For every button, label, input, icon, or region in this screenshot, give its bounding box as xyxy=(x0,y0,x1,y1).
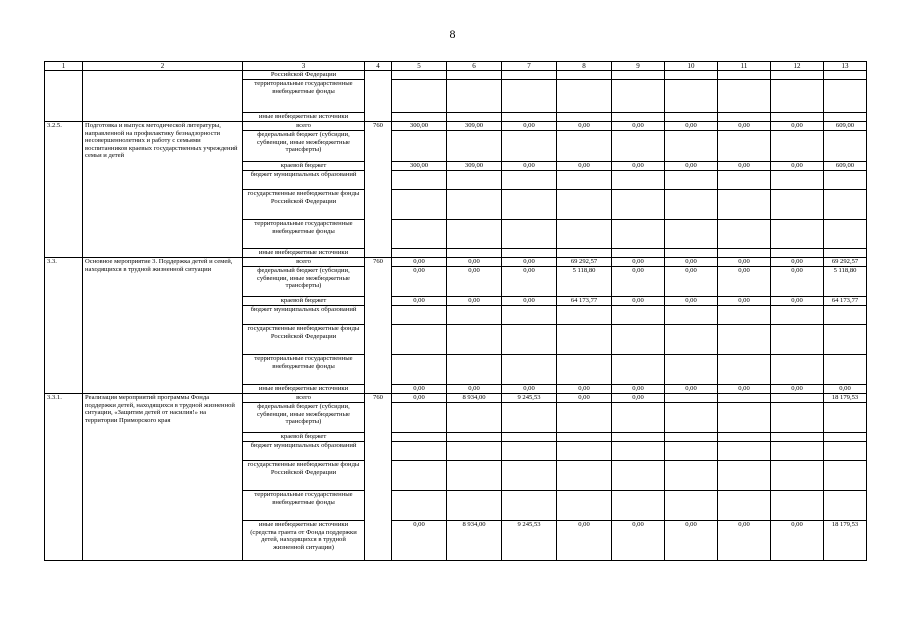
value-cell: 0,00 xyxy=(502,267,557,297)
value-cell xyxy=(557,249,612,258)
value-cell xyxy=(447,442,502,461)
funding-source: всего xyxy=(243,394,365,403)
column-header: 12 xyxy=(771,62,824,71)
table-body xyxy=(45,62,867,561)
item-title: Подготовка и выпуск методической литературы, направленной на профилактику безнадзорности несовершеннолетних и работу с семьями воспитанников краевых государственных учреждений семьи и детей xyxy=(83,122,243,258)
value-cell xyxy=(771,433,824,442)
item-title xyxy=(83,71,243,122)
value-cell xyxy=(502,355,557,385)
column-header: 6 xyxy=(447,62,502,71)
value-cell: 0,00 xyxy=(718,385,771,394)
funding-source: краевой бюджет xyxy=(243,433,365,442)
value-cell xyxy=(718,325,771,355)
column-header: 1 xyxy=(45,62,83,71)
value-cell: 0,00 xyxy=(502,297,557,306)
value-cell: 69 292,57 xyxy=(557,258,612,267)
value-cell: 0,00 xyxy=(392,297,447,306)
value-cell xyxy=(824,355,867,385)
value-cell xyxy=(771,190,824,220)
value-cell xyxy=(447,461,502,491)
value-cell: 8 934,00 xyxy=(447,394,502,403)
value-cell xyxy=(718,442,771,461)
value-cell xyxy=(771,355,824,385)
funding-source: иные внебюджетные источники xyxy=(243,113,365,122)
value-cell: 9 245,53 xyxy=(502,394,557,403)
value-cell xyxy=(612,220,665,249)
value-cell xyxy=(502,190,557,220)
value-cell: 0,00 xyxy=(612,267,665,297)
value-cell: 18 179,53 xyxy=(824,521,867,561)
value-cell xyxy=(502,249,557,258)
column-header: 13 xyxy=(824,62,867,71)
funding-source: территориальные государственные внебюджетные фонды xyxy=(243,220,365,249)
funding-source: бюджет муниципальных образований xyxy=(243,442,365,461)
col4-code: 760 xyxy=(365,258,392,394)
value-cell: 0,00 xyxy=(502,385,557,394)
value-cell: 5 118,80 xyxy=(824,267,867,297)
value-cell xyxy=(502,113,557,122)
value-cell xyxy=(718,171,771,190)
col4-code: 760 xyxy=(365,394,392,561)
value-cell xyxy=(771,442,824,461)
funding-source: территориальные государственные внебюджетные фонды xyxy=(243,491,365,521)
funding-source: федеральный бюджет (субсидии, субвенции, иные межбюджетные трансферты) xyxy=(243,267,365,297)
value-cell: 0,00 xyxy=(557,122,612,131)
value-cell xyxy=(665,461,718,491)
value-cell: 8 934,00 xyxy=(447,521,502,561)
funding-source: иные внебюджетные источники xyxy=(243,249,365,258)
value-cell xyxy=(612,71,665,80)
column-header: 4 xyxy=(365,62,392,71)
funding-source: иные внебюджетные источники xyxy=(243,385,365,394)
value-cell: 0,00 xyxy=(392,521,447,561)
value-cell: 0,00 xyxy=(447,258,502,267)
value-cell xyxy=(665,113,718,122)
value-cell: 0,00 xyxy=(612,385,665,394)
value-cell xyxy=(502,171,557,190)
funding-source: территориальные государственные внебюджетные фонды xyxy=(243,80,365,113)
value-cell xyxy=(824,71,867,80)
value-cell: 0,00 xyxy=(665,297,718,306)
value-cell xyxy=(612,355,665,385)
value-cell xyxy=(612,171,665,190)
value-cell: 0,00 xyxy=(771,385,824,394)
funding-source: бюджет муниципальных образований xyxy=(243,306,365,325)
value-cell xyxy=(392,249,447,258)
column-header: 11 xyxy=(718,62,771,71)
value-cell: 0,00 xyxy=(771,122,824,131)
value-cell xyxy=(824,220,867,249)
value-cell: 0,00 xyxy=(771,297,824,306)
value-cell: 0,00 xyxy=(502,162,557,171)
value-cell xyxy=(392,325,447,355)
value-cell xyxy=(665,220,718,249)
value-cell xyxy=(447,131,502,162)
column-header: 7 xyxy=(502,62,557,71)
value-cell xyxy=(665,355,718,385)
funding-source: краевой бюджет xyxy=(243,162,365,171)
value-cell xyxy=(392,113,447,122)
value-cell: 9 245,53 xyxy=(502,521,557,561)
value-cell xyxy=(557,220,612,249)
value-cell: 0,00 xyxy=(824,385,867,394)
value-cell xyxy=(665,131,718,162)
funding-source: всего xyxy=(243,258,365,267)
value-cell xyxy=(557,190,612,220)
value-cell: 0,00 xyxy=(612,297,665,306)
column-header: 9 xyxy=(612,62,665,71)
value-cell: 0,00 xyxy=(447,267,502,297)
item-code: 3.3.1. xyxy=(45,394,83,561)
value-cell xyxy=(665,433,718,442)
value-cell xyxy=(665,306,718,325)
value-cell xyxy=(392,80,447,113)
value-cell xyxy=(718,355,771,385)
value-cell xyxy=(665,171,718,190)
value-cell: 18 179,53 xyxy=(824,394,867,403)
value-cell: 0,00 xyxy=(612,258,665,267)
value-cell: 0,00 xyxy=(665,385,718,394)
column-header: 3 xyxy=(243,62,365,71)
funding-source: государственные внебюджетные фонды Российской Федерации xyxy=(243,190,365,220)
value-cell xyxy=(447,190,502,220)
value-cell xyxy=(557,71,612,80)
table-row xyxy=(45,394,867,403)
value-cell xyxy=(447,403,502,433)
value-cell xyxy=(718,113,771,122)
value-cell xyxy=(392,190,447,220)
value-cell xyxy=(557,171,612,190)
value-cell xyxy=(612,433,665,442)
value-cell xyxy=(612,113,665,122)
value-cell xyxy=(447,433,502,442)
funding-source: всего xyxy=(243,122,365,131)
value-cell xyxy=(771,171,824,190)
value-cell: 609,00 xyxy=(824,122,867,131)
value-cell: 0,00 xyxy=(771,258,824,267)
value-cell xyxy=(665,249,718,258)
value-cell xyxy=(824,190,867,220)
value-cell: 0,00 xyxy=(502,122,557,131)
value-cell xyxy=(502,220,557,249)
value-cell xyxy=(718,306,771,325)
value-cell xyxy=(718,71,771,80)
value-cell xyxy=(824,442,867,461)
value-cell xyxy=(665,394,718,403)
funding-source: федеральный бюджет (субсидии, субвенции, иные межбюджетные трансферты) xyxy=(243,131,365,162)
value-cell xyxy=(612,80,665,113)
value-cell xyxy=(502,71,557,80)
value-cell: 0,00 xyxy=(612,122,665,131)
value-cell xyxy=(447,306,502,325)
value-cell xyxy=(824,131,867,162)
value-cell xyxy=(502,433,557,442)
value-cell xyxy=(502,442,557,461)
item-code xyxy=(45,71,83,122)
value-cell xyxy=(771,113,824,122)
value-cell xyxy=(392,442,447,461)
value-cell xyxy=(771,394,824,403)
value-cell: 5 118,80 xyxy=(557,267,612,297)
value-cell xyxy=(392,433,447,442)
item-code: 3.3. xyxy=(45,258,83,394)
value-cell: 0,00 xyxy=(612,394,665,403)
value-cell: 0,00 xyxy=(557,162,612,171)
value-cell xyxy=(612,403,665,433)
value-cell xyxy=(612,442,665,461)
value-cell xyxy=(447,113,502,122)
value-cell xyxy=(557,491,612,521)
value-cell: 0,00 xyxy=(447,385,502,394)
value-cell xyxy=(824,249,867,258)
value-cell xyxy=(771,491,824,521)
funding-source: федеральный бюджет (субсидии, субвенции, иные межбюджетные трансферты) xyxy=(243,403,365,433)
value-cell xyxy=(824,306,867,325)
value-cell: 0,00 xyxy=(447,297,502,306)
value-cell xyxy=(612,131,665,162)
value-cell: 0,00 xyxy=(392,394,447,403)
column-header: 5 xyxy=(392,62,447,71)
value-cell xyxy=(665,71,718,80)
value-cell xyxy=(447,171,502,190)
value-cell xyxy=(612,306,665,325)
value-cell xyxy=(557,325,612,355)
value-cell xyxy=(665,491,718,521)
value-cell xyxy=(612,461,665,491)
value-cell: 0,00 xyxy=(392,267,447,297)
value-cell xyxy=(447,220,502,249)
col4-code xyxy=(365,71,392,122)
value-cell xyxy=(612,325,665,355)
column-header-row xyxy=(45,62,867,71)
value-cell xyxy=(771,325,824,355)
value-cell xyxy=(771,220,824,249)
table-row xyxy=(45,122,867,131)
table-row xyxy=(45,258,867,267)
budget-table xyxy=(44,61,867,561)
funding-source: краевой бюджет xyxy=(243,297,365,306)
value-cell xyxy=(771,80,824,113)
value-cell xyxy=(612,491,665,521)
value-cell: 0,00 xyxy=(665,162,718,171)
value-cell xyxy=(447,325,502,355)
value-cell: 0,00 xyxy=(557,385,612,394)
funding-source: государственные внебюджетные фонды Российской Федерации xyxy=(243,461,365,491)
value-cell: 0,00 xyxy=(718,297,771,306)
value-cell xyxy=(665,80,718,113)
value-cell xyxy=(392,220,447,249)
value-cell xyxy=(447,491,502,521)
value-cell: 0,00 xyxy=(771,267,824,297)
funding-source: государственные внебюджетные фонды Российской Федерации xyxy=(243,325,365,355)
value-cell: 309,00 xyxy=(447,162,502,171)
value-cell xyxy=(392,306,447,325)
item-code: 3.2.5. xyxy=(45,122,83,258)
value-cell xyxy=(502,491,557,521)
value-cell: 0,00 xyxy=(718,162,771,171)
value-cell: 609,00 xyxy=(824,162,867,171)
table-row xyxy=(45,71,867,80)
value-cell: 0,00 xyxy=(718,258,771,267)
value-cell: 0,00 xyxy=(665,122,718,131)
funding-source: Российской Федерации xyxy=(243,71,365,80)
value-cell xyxy=(718,249,771,258)
value-cell xyxy=(771,461,824,491)
value-cell xyxy=(392,491,447,521)
value-cell xyxy=(665,325,718,355)
value-cell xyxy=(665,403,718,433)
value-cell xyxy=(392,461,447,491)
value-cell xyxy=(392,171,447,190)
column-header: 10 xyxy=(665,62,718,71)
funding-source: бюджет муниципальных образований xyxy=(243,171,365,190)
value-cell xyxy=(824,80,867,113)
value-cell xyxy=(718,80,771,113)
value-cell xyxy=(502,325,557,355)
funding-source: территориальные государственные внебюджетные фонды xyxy=(243,355,365,385)
value-cell xyxy=(612,249,665,258)
value-cell xyxy=(665,190,718,220)
value-cell xyxy=(771,403,824,433)
value-cell xyxy=(392,355,447,385)
value-cell: 0,00 xyxy=(665,521,718,561)
value-cell xyxy=(771,306,824,325)
value-cell xyxy=(824,325,867,355)
item-title: Основное мероприятие 3. Поддержка детей и семей, находящихся в трудной жизненной ситуации xyxy=(83,258,243,394)
value-cell: 0,00 xyxy=(557,521,612,561)
value-cell xyxy=(718,403,771,433)
value-cell: 64 173,77 xyxy=(824,297,867,306)
value-cell: 0,00 xyxy=(612,162,665,171)
value-cell xyxy=(612,190,665,220)
value-cell: 300,00 xyxy=(392,162,447,171)
value-cell xyxy=(718,220,771,249)
value-cell: 64 173,77 xyxy=(557,297,612,306)
value-cell xyxy=(502,131,557,162)
column-header: 2 xyxy=(83,62,243,71)
value-cell xyxy=(771,131,824,162)
value-cell: 0,00 xyxy=(557,394,612,403)
value-cell xyxy=(718,131,771,162)
value-cell: 300,00 xyxy=(392,122,447,131)
funding-source: иные внебюджетные источники (средства гранта от Фонда поддержки детей, находящихся в трудной жизненной ситуации) xyxy=(243,521,365,561)
value-cell: 0,00 xyxy=(392,385,447,394)
value-cell xyxy=(557,433,612,442)
column-header: 8 xyxy=(557,62,612,71)
value-cell: 0,00 xyxy=(718,122,771,131)
value-cell xyxy=(502,461,557,491)
value-cell xyxy=(557,355,612,385)
value-cell xyxy=(557,306,612,325)
value-cell xyxy=(557,442,612,461)
value-cell: 0,00 xyxy=(612,521,665,561)
value-cell xyxy=(718,394,771,403)
value-cell: 0,00 xyxy=(771,162,824,171)
value-cell xyxy=(771,249,824,258)
value-cell xyxy=(392,403,447,433)
value-cell xyxy=(447,80,502,113)
value-cell xyxy=(771,71,824,80)
page-number: 8 xyxy=(449,27,456,41)
col4-code: 760 xyxy=(365,122,392,258)
value-cell xyxy=(824,433,867,442)
value-cell xyxy=(557,113,612,122)
value-cell: 0,00 xyxy=(502,258,557,267)
value-cell: 69 292,57 xyxy=(824,258,867,267)
value-cell xyxy=(392,71,447,80)
value-cell xyxy=(718,491,771,521)
value-cell xyxy=(824,491,867,521)
value-cell: 0,00 xyxy=(392,258,447,267)
value-cell xyxy=(447,71,502,80)
value-cell xyxy=(502,306,557,325)
value-cell: 309,00 xyxy=(447,122,502,131)
value-cell xyxy=(557,131,612,162)
value-cell xyxy=(718,190,771,220)
value-cell xyxy=(718,461,771,491)
value-cell: 0,00 xyxy=(665,258,718,267)
value-cell: 0,00 xyxy=(718,521,771,561)
value-cell xyxy=(824,171,867,190)
value-cell xyxy=(392,131,447,162)
value-cell: 0,00 xyxy=(665,267,718,297)
value-cell xyxy=(824,461,867,491)
value-cell xyxy=(447,249,502,258)
value-cell xyxy=(824,403,867,433)
value-cell xyxy=(557,403,612,433)
value-cell: 0,00 xyxy=(718,267,771,297)
value-cell xyxy=(557,80,612,113)
value-cell xyxy=(502,80,557,113)
value-cell xyxy=(557,461,612,491)
value-cell xyxy=(665,442,718,461)
value-cell xyxy=(718,433,771,442)
value-cell xyxy=(824,113,867,122)
value-cell xyxy=(502,403,557,433)
value-cell: 0,00 xyxy=(771,521,824,561)
item-title: Реализация мероприятий программы Фонда поддержки детей, находящихся в трудной жизненной ситуации, «Защитим детей от насилия!» на территории Приморского края xyxy=(83,394,243,561)
value-cell xyxy=(447,355,502,385)
